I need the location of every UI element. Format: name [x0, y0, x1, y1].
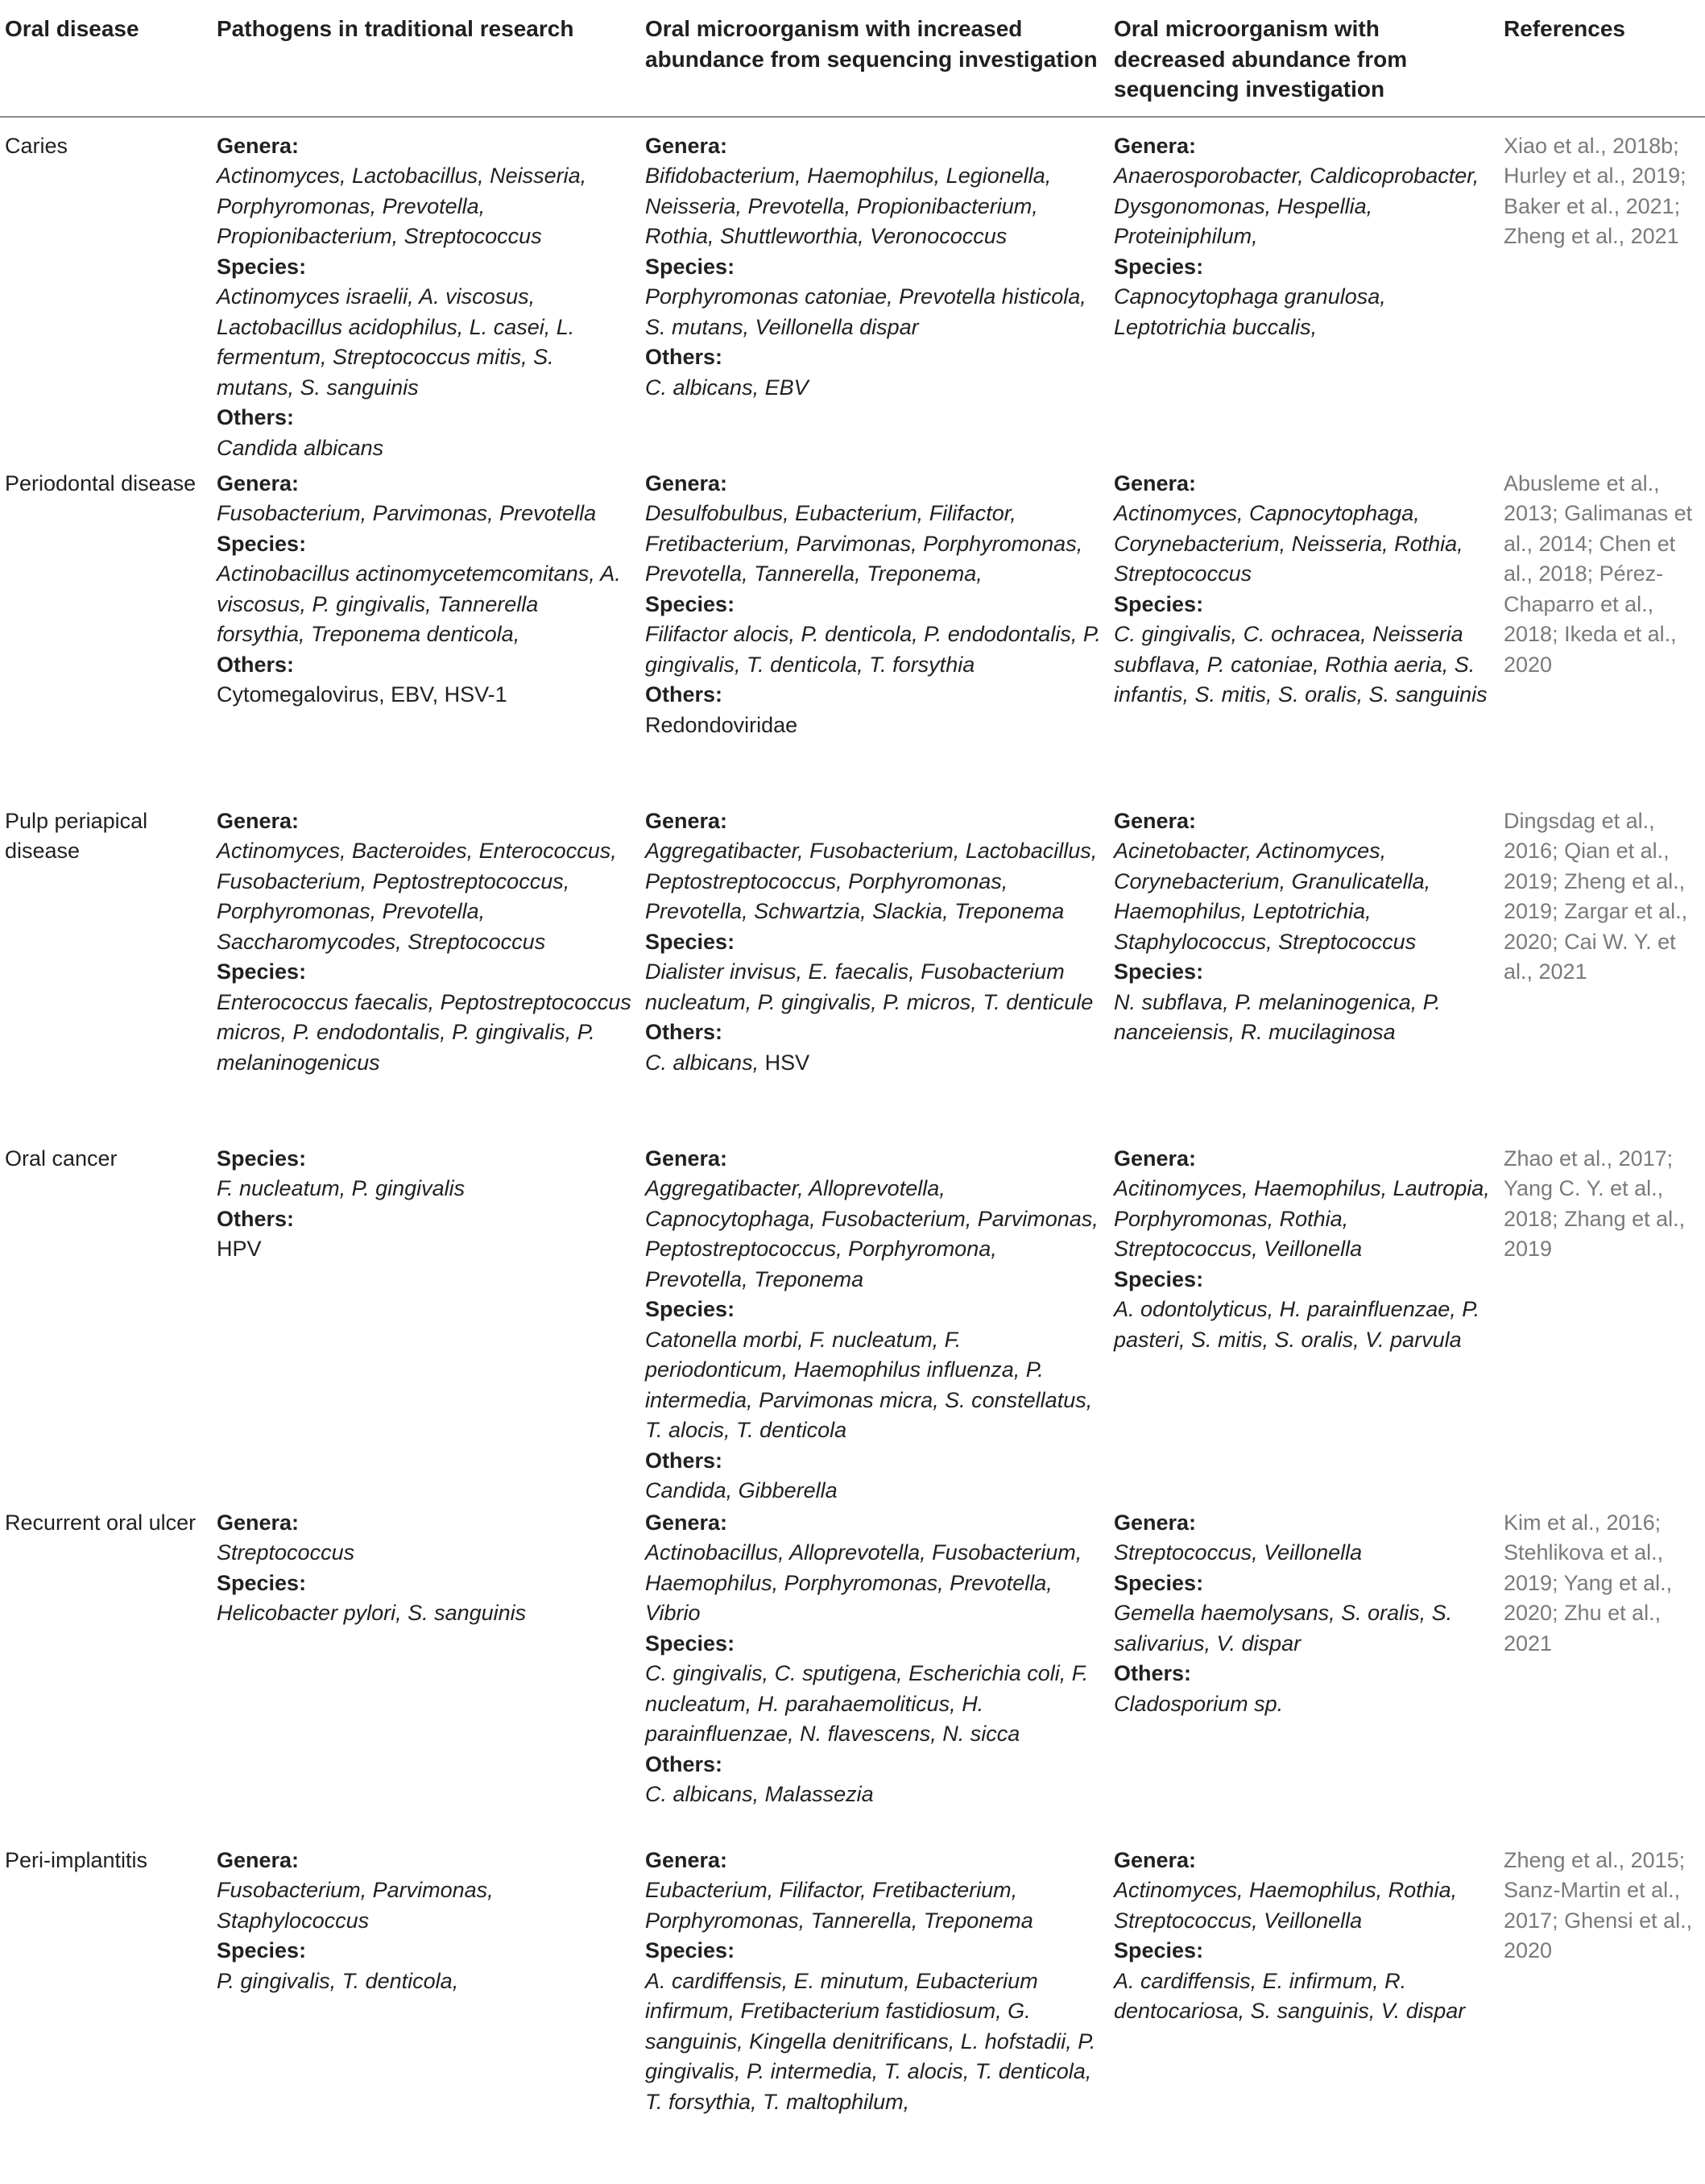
group-label: Species: — [217, 1570, 307, 1595]
organism-list — [645, 373, 1101, 404]
organism-list — [645, 620, 1101, 680]
increased-cell — [640, 117, 1109, 469]
organism-names: C. albicans, Malassezia — [645, 1782, 874, 1806]
organism-names: Actinomyces, Bacteroides, Enterococcus, Fusobacterium, Peptostreptococcus, Porphyromonas, Prevotella, Saccharomycodes, Streptococcus — [217, 839, 617, 954]
organism-list — [645, 1325, 1101, 1446]
organism-list — [217, 1966, 632, 1997]
organism-names: Eubacterium, Filifactor, Fretibacterium, Porphyromonas, Tannerella, Treponema — [645, 1878, 1033, 1933]
organism-list — [217, 836, 632, 957]
group-label: Genera: — [645, 1146, 728, 1171]
table-row — [0, 1846, 1705, 2184]
organism-list — [645, 1966, 1101, 2118]
group-label: Species: — [645, 1297, 735, 1321]
organism-list — [217, 1174, 632, 1204]
group-label: Others: — [217, 652, 295, 677]
references-cell: Zhao et al., 2017; Yang C. Y. et al., 2018; Zhang et al., 2019 — [1504, 1146, 1686, 1261]
group-label: Species: — [1114, 959, 1204, 984]
header-increased-abundance: Oral microorganism with increased abundance from sequencing investigation — [640, 0, 1109, 117]
organism-names: C. gingivalis, C. ochracea, Neisseria subflava, P. catoniae, Rothia aeria, S. infantis, S. mitis, S. oralis, S. sanguinis — [1114, 622, 1488, 707]
group-label: Species: — [1114, 1570, 1204, 1595]
organism-list — [217, 433, 632, 464]
table-row — [0, 1508, 1705, 1846]
organism-list — [1114, 282, 1491, 342]
organism-names: Acinetobacter, Actinomyces, Corynebacterium, Granulicatella, Haemophilus, Leptotrichia, Staphylococcus, Streptococcus — [1114, 839, 1431, 954]
organism-list — [1114, 836, 1491, 957]
organism-list — [217, 1538, 632, 1569]
group-label: Genera: — [217, 133, 300, 158]
group-label: Genera: — [1114, 470, 1197, 495]
organism-names: Actinomyces, Haemophilus, Rothia, Streptococcus, Veillonella — [1114, 1878, 1458, 1933]
organism-list-plain: Cytomegalovirus, EBV, HSV-1 — [217, 682, 507, 707]
organism-list — [645, 1476, 1101, 1506]
organism-names: Gemella haemolysans, S. oralis, S. salivarius, V. dispar — [1114, 1601, 1453, 1656]
references-cell: Zheng et al., 2015; Sanz-Martin et al., 2017; Ghensi et al., 2020 — [1504, 1847, 1693, 1962]
group-label: Species: — [1114, 1938, 1204, 1962]
organism-list — [1114, 499, 1491, 590]
organism-names: Enterococcus faecalis, Peptostreptococcus micros, P. endodontalis, P. gingivalis, P. melaninogenicus — [217, 989, 631, 1075]
group-label: Species: — [645, 1631, 735, 1656]
organism-list — [1114, 988, 1491, 1048]
organism-names: Dialister invisus, E. faecalis, Fusobacterium nucleatum, P. gingivalis, P. micros, T. denticule — [645, 959, 1094, 1014]
group-label: Species: — [1114, 254, 1204, 279]
decreased-cell — [1109, 117, 1499, 469]
organism-list — [1114, 1689, 1491, 1720]
organism-list-plain: Redondoviridae — [645, 712, 798, 737]
group-label: Others: — [645, 345, 723, 369]
group-label: Species: — [645, 254, 735, 279]
decreased-cell — [1109, 1144, 1499, 1508]
organism-list — [1114, 1966, 1491, 2027]
organism-names: P. gingivalis, T. denticola, — [217, 1968, 459, 1993]
organism-names: Bifidobacterium, Haemophilus, Legionella, Neisseria, Prevotella, Propionibacterium, Rothia, Shuttleworthia, Veronococcus — [645, 164, 1052, 248]
decreased-cell — [1109, 1846, 1499, 2184]
organism-list — [1114, 1598, 1491, 1659]
table-row — [0, 1144, 1705, 1508]
organism-names: A. cardiffensis, E. infirmum, R. dentocariosa, S. sanguinis, V. dispar — [1114, 1968, 1466, 2023]
group-label: Species: — [217, 1146, 307, 1171]
group-label: Genera: — [1114, 1146, 1197, 1171]
organism-names: Actinobacillus, Alloprevotella, Fusobacterium, Haemophilus, Porphyromonas, Prevotella, Vibrio — [645, 1540, 1082, 1625]
organism-names: Anaerosporobacter, Caldicoprobacter, Dysgonomonas, Hespellia, Proteiniphilum, — [1114, 164, 1479, 248]
group-label: Others: — [1114, 1661, 1192, 1685]
header-references: References — [1499, 0, 1705, 117]
group-label: Genera: — [217, 808, 300, 833]
header-row — [0, 0, 1705, 117]
group-label: Species: — [645, 929, 735, 954]
increased-cell — [640, 469, 1109, 806]
organism-names: C. albicans, — [645, 1050, 759, 1075]
group-label: Others: — [645, 1448, 723, 1473]
organism-list — [217, 499, 632, 529]
organism-list — [1114, 620, 1491, 711]
header-traditional-pathogens: Pathogens in traditional research — [212, 0, 640, 117]
organism-names: Fusobacterium, Parvimonas, Prevotella — [217, 501, 597, 525]
organism-names: A. odontolyticus, H. parainfluenzae, P. pasteri, S. mitis, S. oralis, V. parvula — [1114, 1297, 1480, 1352]
organism-names: Actinomyces, Capnocytophaga, Corynebacterium, Neisseria, Rothia, Streptococcus — [1114, 501, 1463, 586]
organism-list — [645, 499, 1101, 590]
references-cell: Xiao et al., 2018b; Hurley et al., 2019; Baker et al., 2021; Zheng et al., 2021 — [1504, 133, 1686, 248]
organism-names: Fusobacterium, Parvimonas, Staphylococcus — [217, 1878, 494, 1933]
group-label: Others: — [645, 1751, 723, 1776]
organism-names: Streptococcus, Veillonella — [1114, 1540, 1363, 1564]
organism-names: A. cardiffensis, E. minutum, Eubacterium infirmum, Fretibacterium fastidiosum, G. sanguinis, Kingella denitrificans, L. hofstadii, P. gingivalis, P. intermedia, T. alocis, T. denticola, T. forsythia, T. maltophilum, — [645, 1968, 1096, 2114]
disease-cell: Peri-implantitis — [5, 1847, 148, 1872]
disease-cell: Oral cancer — [5, 1146, 118, 1171]
organism-list-plain: HPV — [217, 1237, 262, 1261]
organism-list — [645, 1538, 1101, 1629]
organism-names: Filifactor alocis, P. denticola, P. endodontalis, P. gingivalis, T. denticola, T. forsythia — [645, 622, 1101, 677]
table-row — [0, 117, 1705, 469]
organism-names: C. gingivalis, C. sputigena, Escherichia coli, F. nucleatum, H. parahaemoliticus, H. parainfluenzae, N. flavescens, N. sicca — [645, 1661, 1089, 1746]
group-label: Genera: — [645, 470, 728, 495]
organism-list — [217, 282, 632, 403]
organism-list — [645, 1048, 1101, 1079]
references-cell: Dingsdag et al., 2016; Qian et al., 2019; Zheng et al., 2019; Zargar et al., 2020; Cai W. Y. et al., 2021 — [1504, 808, 1688, 984]
group-label: Genera: — [645, 1510, 728, 1535]
header-decreased-abundance: Oral microorganism with decreased abundance from sequencing investigation — [1109, 0, 1499, 117]
organism-names: Candida albicans — [217, 435, 384, 460]
organism-list — [217, 1598, 632, 1629]
decreased-cell — [1109, 806, 1499, 1144]
increased-cell — [640, 806, 1109, 1144]
group-label: Species: — [217, 1938, 307, 1962]
group-label: Others: — [217, 1206, 295, 1231]
organism-suffix: HSV — [759, 1050, 810, 1075]
organism-list — [1114, 1538, 1491, 1569]
group-label: Genera: — [217, 1510, 300, 1535]
disease-cell: Recurrent oral ulcer — [5, 1510, 197, 1535]
organism-names: C. albicans, EBV — [645, 375, 809, 400]
group-label: Genera: — [1114, 1847, 1197, 1872]
organism-list — [645, 1174, 1101, 1295]
organism-list — [645, 957, 1101, 1017]
traditional-cell — [212, 1508, 640, 1846]
table-body — [0, 117, 1705, 2184]
organism-names: Candida, Gibberella — [645, 1478, 838, 1502]
references-cell: Kim et al., 2016; Stehlikova et al., 2019; Yang et al., 2020; Zhu et al., 2021 — [1504, 1510, 1673, 1656]
table-header — [0, 0, 1705, 117]
increased-cell — [640, 1144, 1109, 1508]
organism-list — [645, 836, 1101, 927]
header-oral-disease: Oral disease — [0, 0, 212, 117]
group-label: Species: — [217, 959, 307, 984]
organism-list — [645, 282, 1101, 342]
group-label: Genera: — [1114, 133, 1197, 158]
organism-names: Aggregatibacter, Fusobacterium, Lactobacillus, Peptostreptococcus, Porphyromonas, Prevotella, Schwartzia, Slackia, Treponema — [645, 839, 1098, 923]
organism-names: Actinomyces israelii, A. viscosus, Lactobacillus acidophilus, L. casei, L. fermentum, Streptococcus mitis, S. mutans, S. sanguinis — [217, 284, 575, 400]
group-label: Species: — [217, 531, 307, 556]
organism-list — [1114, 1174, 1491, 1265]
organism-list — [645, 161, 1101, 252]
organism-names: Aggregatibacter, Alloprevotella, Capnocytophaga, Fusobacterium, Parvimonas, Peptostreptococcus, Porphyromona, Prevotella, Treponema — [645, 1176, 1099, 1291]
organism-names: Cladosporium sp. — [1114, 1691, 1284, 1716]
organism-names: Streptococcus — [217, 1540, 355, 1564]
group-label: Species: — [1114, 1266, 1204, 1291]
organism-names: Capnocytophaga granulosa, Leptotrichia buccalis, — [1114, 284, 1386, 339]
decreased-cell — [1109, 469, 1499, 806]
disease-cell: Periodontal disease — [5, 470, 197, 495]
organism-names: Catonella morbi, F. nucleatum, F. periodonticum, Haemophilus influenza, P. intermedia, Parvimonas micra, S. constellatus, T. alocis, T. denticola — [645, 1327, 1093, 1442]
group-label: Genera: — [645, 808, 728, 833]
organism-names: Acitinomyces, Haemophilus, Lautropia, Porphyromonas, Rothia, Streptococcus, Veillonella — [1114, 1176, 1490, 1261]
organism-list — [217, 988, 632, 1079]
table-row — [0, 469, 1705, 806]
organism-list — [645, 1659, 1101, 1750]
group-label: Genera: — [1114, 808, 1197, 833]
increased-cell — [640, 1508, 1109, 1846]
group-label: Others: — [217, 405, 295, 429]
organism-list — [645, 1875, 1101, 1936]
organism-names: Porphyromonas catoniae, Prevotella histicola, S. mutans, Veillonella dispar — [645, 284, 1086, 339]
organism-list — [1114, 1875, 1491, 1936]
organism-names: Actinobacillus actinomycetemcomitans, A. viscosus, P. gingivalis, Tannerella forsythia, Treponema denticola, — [217, 562, 621, 646]
group-label: Genera: — [645, 1847, 728, 1872]
disease-cell: Pulp periapical disease — [5, 808, 148, 863]
decreased-cell — [1109, 1508, 1499, 1846]
organism-list — [1114, 161, 1491, 252]
organism-list — [1114, 1295, 1491, 1355]
traditional-cell — [212, 1144, 640, 1508]
organism-names: F. nucleatum, P. gingivalis — [217, 1176, 466, 1200]
group-label: Genera: — [645, 133, 728, 158]
group-label: Genera: — [217, 470, 300, 495]
increased-cell — [640, 1846, 1109, 2184]
organism-names: Desulfobulbus, Eubacterium, Filifactor, Fretibacterium, Parvimonas, Porphyromonas, Prevotella, Tannerella, Treponema, — [645, 501, 1083, 586]
table-row — [0, 806, 1705, 1144]
organism-list — [217, 161, 632, 252]
organism-names: N. subflava, P. melaninogenica, P. nanceiensis, R. mucilaginosa — [1114, 989, 1441, 1044]
group-label: Species: — [645, 591, 735, 616]
group-label: Others: — [645, 682, 723, 707]
organism-list — [217, 559, 632, 650]
disease-cell: Caries — [5, 133, 68, 158]
traditional-cell — [212, 469, 640, 806]
group-label: Species: — [1114, 591, 1204, 616]
traditional-cell — [212, 806, 640, 1144]
group-label: Genera: — [1114, 1510, 1197, 1535]
group-label: Others: — [645, 1020, 723, 1044]
group-label: Species: — [217, 254, 307, 279]
traditional-cell — [212, 1846, 640, 2184]
organism-names: Helicobacter pylori, S. sanguinis — [217, 1601, 527, 1625]
group-label: Species: — [645, 1938, 735, 1962]
organism-list — [217, 1875, 632, 1936]
traditional-cell — [212, 117, 640, 469]
group-label: Genera: — [217, 1847, 300, 1872]
organism-list — [645, 1780, 1101, 1810]
organism-names: Actinomyces, Lactobacillus, Neisseria, Porphyromonas, Prevotella, Propionibacterium, Streptococcus — [217, 164, 587, 248]
references-cell: Abusleme et al., 2013; Galimanas et al., 2014; Chen et al., 2018; Pérez-Chaparro et al., 2018; Ikeda et al., 2020 — [1504, 470, 1693, 677]
